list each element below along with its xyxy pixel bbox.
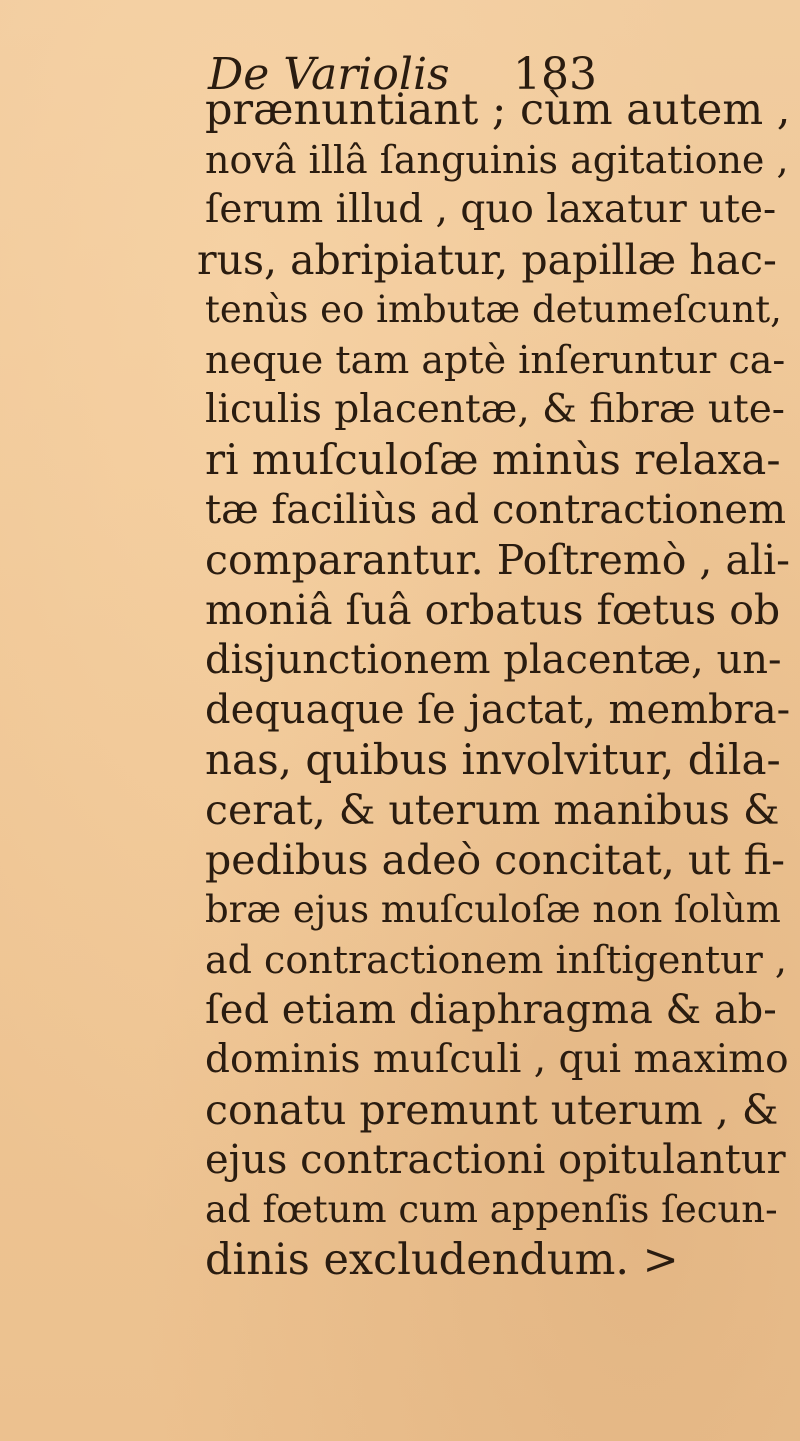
text-line: ejus contractioni opitulantur	[205, 1137, 786, 1183]
text-line: liculis placentæ, & fibræ ute-	[205, 387, 785, 432]
text-line: ad fœtum cum appenſis ſecun-	[205, 1188, 778, 1231]
text-line: rus, abripiatur, papillæ hac-	[197, 236, 777, 284]
text-line: neque tam aptè inſeruntur ca-	[205, 338, 786, 382]
text-line: novâ illâ ſanguinis agitatione ,	[205, 138, 789, 182]
text-line: conatu premunt uterum , &	[205, 1086, 779, 1134]
text-line: tenùs eo imbutæ detumeſcunt,	[205, 288, 782, 331]
text-line: cerat, & uterum manibus &	[205, 786, 780, 834]
text-line: disjunctionem placentæ, un-	[205, 637, 782, 683]
text-line: moniâ ſuâ orbatus fœtus ob	[205, 586, 781, 634]
page-number: 183	[513, 49, 597, 100]
text-line: ri muſculoſæ minùs relaxa-	[205, 435, 781, 484]
body-text	[197, 85, 791, 1285]
text-line: dequaque ſe jactat, membra-	[205, 687, 791, 733]
running-title: De Variolis	[208, 49, 450, 100]
text-line: prænuntiant ; cùm autem ,	[205, 85, 791, 135]
text-line: dominis muſculi , qui maximo	[205, 1037, 789, 1082]
text-line: ſed etiam diaphragma & ab-	[205, 987, 777, 1033]
text-line: bræ ejus muſculoſæ non ſolùm	[205, 888, 781, 931]
text-line: ad contractionem inſtigentur ,	[205, 938, 787, 982]
text-line: pedibus adeò concitat, ut fi-	[205, 836, 785, 884]
text-line: tæ faciliùs ad contractionem	[205, 487, 786, 533]
text-line: dinis excludendum. >	[205, 1235, 679, 1285]
text-line: comparantur. Poſtremò , ali-	[205, 536, 791, 584]
text-line: nas, quibus involvitur, dila-	[205, 735, 781, 784]
text-line: ſerum illud , quo laxatur ute-	[205, 187, 777, 232]
